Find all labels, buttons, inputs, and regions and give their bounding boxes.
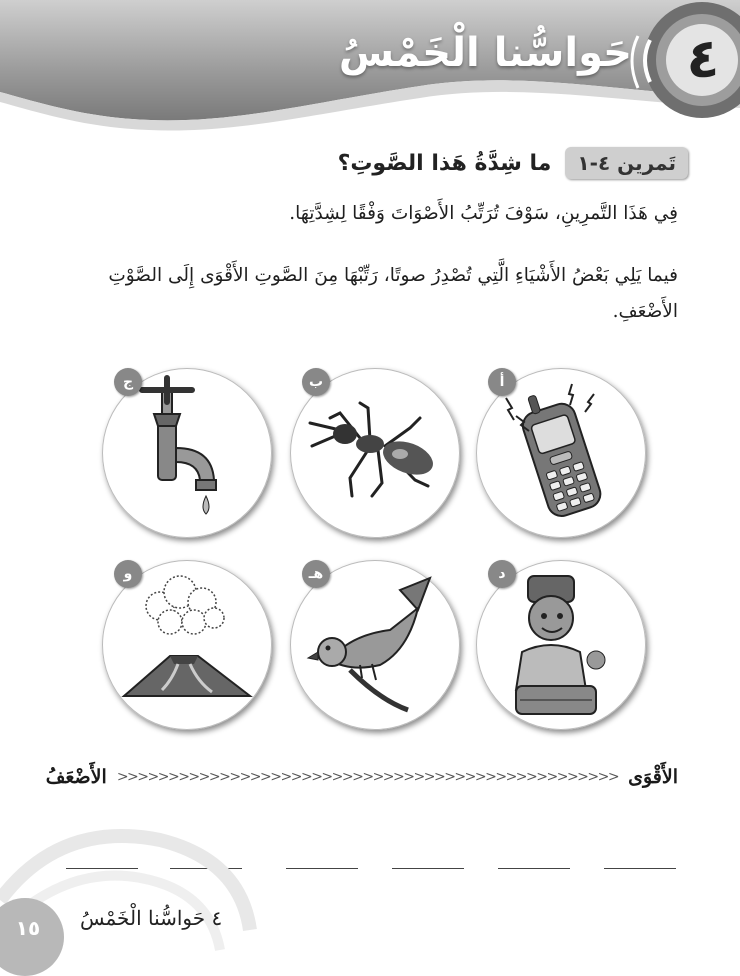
item-letter: ب <box>302 368 330 396</box>
answer-line[interactable] <box>392 868 464 869</box>
exercise-badge: تَمرين ٤-١ <box>565 147 688 179</box>
item-letter: هـ <box>302 560 330 588</box>
instruction-paragraph: فيما يَلِي بَعْضُ الأَشْيَاءِ الَّتِي تُصْدِرُ صوتًا، رَتِّبْهَا مِنَ الصَّوتِ الأَقْوَى إِلَى الصَّوْتِ الأَضْعَفِ. <box>108 265 678 322</box>
answer-line[interactable] <box>286 868 358 869</box>
chapter-title: حَواسُّنا الْخَمْسُ <box>338 30 632 76</box>
item-letter: ج <box>114 368 142 396</box>
item-tap <box>102 368 272 538</box>
item-phone <box>476 368 646 538</box>
item-letter: أ <box>488 368 516 396</box>
weakest-label: الأَضْعَفُ <box>45 766 107 788</box>
intro-paragraph: فِي هَذَا التَّمرِينِ، سَوْفَ تُرَتِّبُ الأَصْوَاتَ وَفْقًا لِشِدَّتِهَا. <box>289 203 678 224</box>
exercise-title: ما شِدَّةُ هَذا الصَّوتِ؟ <box>337 150 552 176</box>
page-number: ١٥ <box>15 916 41 940</box>
scale-arrows: <<<<<<<<<<<<<<<<<<<<<<<<<<<<<<<<<<<<<<<<<<<<<<<<< <box>116 769 619 785</box>
item-bird <box>290 560 460 730</box>
answer-line[interactable] <box>604 868 676 869</box>
strongest-label: الأَقْوَى <box>628 766 678 788</box>
item-letter: و <box>114 560 142 588</box>
item-volcano <box>102 560 272 730</box>
chapter-number: ٤ <box>686 27 720 90</box>
footer-chapter-title: ٤ حَواسُّنا الْخَمْسُ <box>80 906 223 930</box>
item-drummer <box>476 560 646 730</box>
item-letter: د <box>488 560 516 588</box>
item-ant <box>290 368 460 538</box>
exercise-heading <box>338 142 688 184</box>
chapter-header <box>0 0 740 135</box>
answer-line[interactable] <box>498 868 570 869</box>
